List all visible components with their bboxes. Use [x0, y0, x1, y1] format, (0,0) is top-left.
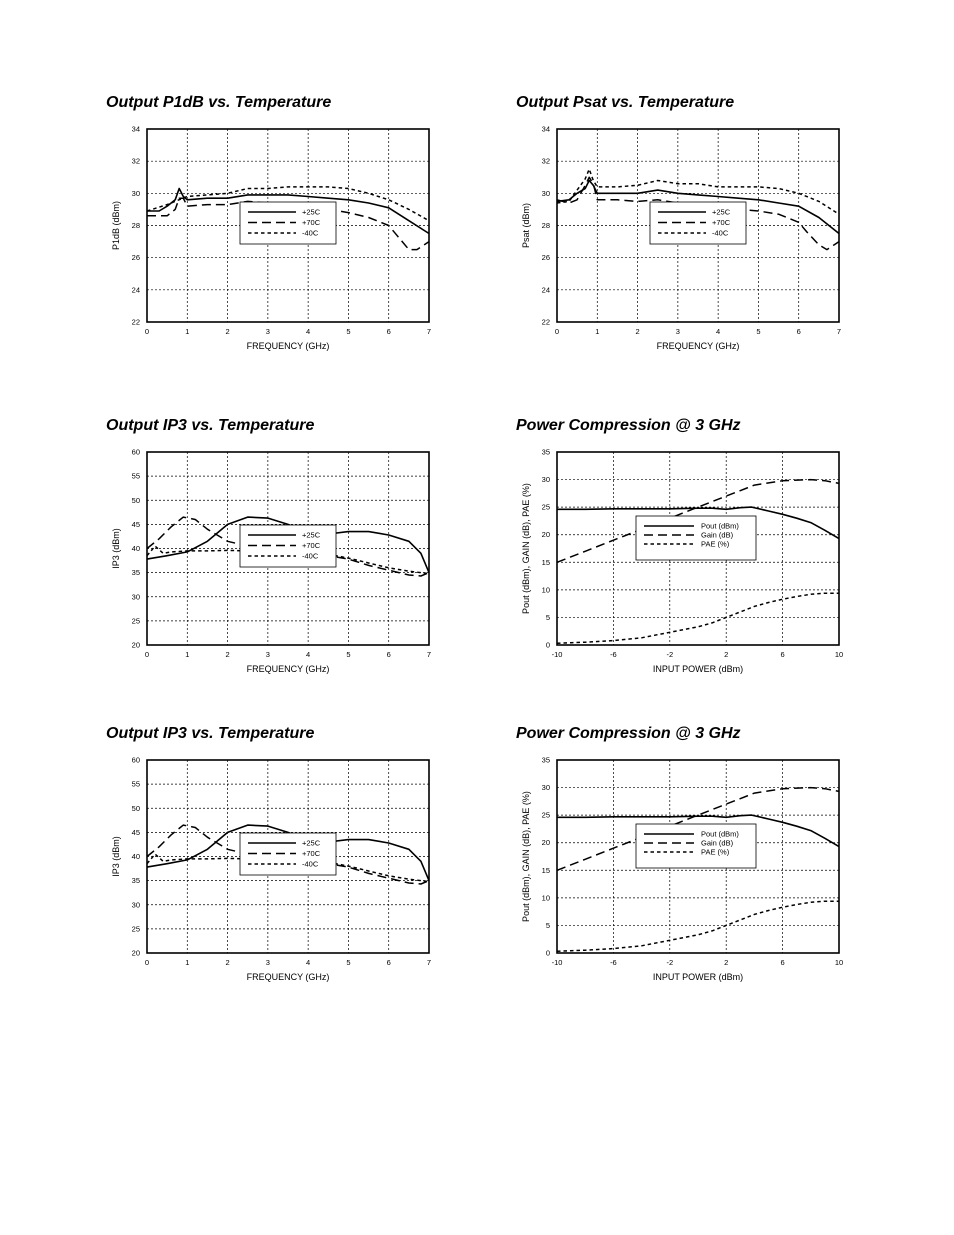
- legend-label: +70C: [302, 218, 321, 227]
- chart-plot: [106, 94, 506, 394]
- y-tick-label: 40: [131, 544, 140, 553]
- x-tick-label: 1: [185, 650, 190, 659]
- x-tick-label: 4: [306, 958, 311, 967]
- x-tick-label: 2: [724, 650, 729, 659]
- x-axis-label: FREQUENCY (GHz): [246, 341, 330, 351]
- legend-label: -40C: [302, 228, 319, 238]
- x-tick-label: 1: [185, 327, 190, 336]
- legend: [636, 516, 756, 560]
- x-tick-label: 2: [724, 958, 729, 967]
- y-tick-label: 30: [541, 783, 550, 793]
- chart-panel: [516, 725, 916, 1025]
- y-tick-label: 32: [131, 156, 140, 166]
- chart-plot: [106, 725, 506, 1025]
- y-tick-label: 5: [545, 920, 550, 930]
- legend-label: +70C: [712, 218, 731, 227]
- y-axis-label: Pout (dBm), GAIN (dB), PAE (%): [521, 791, 531, 922]
- y-tick-label: 30: [131, 592, 140, 602]
- x-tick-label: 6: [780, 650, 785, 659]
- y-tick-label: 28: [131, 221, 140, 230]
- y-tick-label: 25: [131, 616, 140, 626]
- y-tick-label: 35: [131, 568, 140, 578]
- y-tick-label: 5: [545, 612, 550, 622]
- chart-title: Output IP3 vs. Temperature: [106, 725, 315, 742]
- y-tick-label: 45: [131, 519, 140, 529]
- x-tick-label: 2: [225, 958, 230, 967]
- y-tick-label: 20: [131, 948, 140, 958]
- legend-label: +25C: [712, 207, 731, 217]
- x-tick-label: 2: [225, 650, 230, 659]
- x-tick-label: 10: [834, 650, 844, 659]
- x-tick-label: 6: [796, 327, 801, 336]
- x-tick-label: 0: [144, 650, 150, 659]
- x-tick-label: 6: [780, 958, 785, 967]
- y-axis-label: IP3 (dBm): [111, 836, 121, 877]
- y-tick-label: 34: [131, 124, 140, 134]
- y-tick-label: 30: [131, 188, 140, 198]
- x-tick-label: 7: [426, 958, 432, 967]
- x-tick-label: -2: [666, 650, 674, 659]
- series-line: [557, 901, 839, 951]
- y-tick-label: 20: [541, 838, 550, 848]
- y-tick-label: 30: [541, 188, 550, 198]
- y-tick-label: 30: [541, 475, 550, 485]
- chart-panel: [516, 417, 916, 717]
- chart-plot: [516, 725, 916, 1025]
- y-tick-label: 35: [541, 755, 550, 765]
- x-axis-label: FREQUENCY (GHz): [246, 664, 330, 674]
- y-tick-label: 0: [545, 640, 550, 650]
- y-tick-label: 50: [131, 803, 140, 813]
- x-tick-label: 0: [144, 958, 150, 967]
- x-axis-label: INPUT POWER (dBm): [652, 664, 744, 674]
- legend-label: +70C: [302, 849, 321, 858]
- x-tick-label: 2: [225, 327, 230, 336]
- x-tick-label: 4: [306, 650, 311, 659]
- chart-panel: [106, 725, 506, 1025]
- x-tick-label: -10: [551, 650, 563, 659]
- series-line: [557, 593, 839, 643]
- x-tick-label: -2: [666, 958, 674, 967]
- x-tick-label: 10: [834, 958, 844, 967]
- legend-label: -40C: [712, 228, 729, 238]
- x-tick-label: -10: [551, 958, 563, 967]
- legend-label: +25C: [302, 207, 321, 217]
- chart-panel: [106, 417, 506, 717]
- chart-title: Output IP3 vs. Temperature: [106, 417, 315, 434]
- y-tick-label: 30: [131, 900, 140, 910]
- y-tick-label: 40: [131, 852, 140, 861]
- chart-title: Output Psat vs. Temperature: [516, 94, 735, 111]
- legend-label: PAE (%): [701, 847, 730, 857]
- x-tick-label: 3: [265, 327, 270, 336]
- x-tick-label: 4: [306, 327, 311, 336]
- y-tick-label: 10: [541, 893, 550, 903]
- x-tick-label: 5: [346, 958, 351, 967]
- legend-label: +70C: [302, 541, 321, 550]
- y-tick-label: 0: [545, 948, 550, 958]
- x-tick-label: 5: [346, 650, 351, 659]
- chart-title: Power Compression @ 3 GHz: [516, 725, 741, 742]
- y-tick-label: 60: [131, 447, 140, 457]
- x-tick-label: 5: [346, 327, 351, 336]
- legend-label: +25C: [302, 530, 321, 540]
- y-tick-label: 25: [541, 810, 550, 820]
- legend-label: Gain (dB): [701, 530, 734, 540]
- legend: [240, 525, 336, 567]
- legend-label: -40C: [302, 859, 319, 869]
- x-tick-label: 3: [675, 327, 680, 336]
- legend: [240, 833, 336, 875]
- y-axis-label: P1dB (dBm): [111, 200, 121, 251]
- legend-label: +25C: [302, 838, 321, 848]
- chart-title: Power Compression @ 3 GHz: [516, 417, 741, 434]
- y-tick-label: 22: [131, 317, 140, 327]
- x-tick-label: 0: [144, 327, 150, 336]
- y-tick-label: 34: [541, 124, 550, 134]
- x-tick-label: 7: [836, 327, 842, 336]
- legend-label: Gain (dB): [701, 838, 734, 848]
- x-axis-label: FREQUENCY (GHz): [656, 341, 740, 351]
- y-tick-label: 55: [131, 471, 140, 481]
- y-tick-label: 15: [541, 865, 550, 875]
- x-tick-label: 5: [756, 327, 761, 336]
- chart-plot: [516, 94, 916, 394]
- y-tick-label: 60: [131, 755, 140, 765]
- y-tick-label: 28: [541, 221, 550, 230]
- x-tick-label: 7: [426, 650, 432, 659]
- y-tick-label: 26: [131, 253, 140, 263]
- y-tick-label: 15: [541, 557, 550, 567]
- x-axis-label: FREQUENCY (GHz): [246, 972, 330, 982]
- y-tick-label: 50: [131, 495, 140, 505]
- y-tick-label: 45: [131, 827, 140, 837]
- y-axis-label: Psat (dBm): [521, 202, 531, 249]
- y-tick-label: 20: [131, 640, 140, 650]
- x-tick-label: 0: [554, 327, 560, 336]
- y-tick-label: 24: [131, 285, 140, 295]
- y-tick-label: 22: [541, 317, 550, 327]
- x-tick-label: 7: [426, 327, 432, 336]
- chart-plot: [516, 417, 916, 717]
- y-axis-label: IP3 (dBm): [111, 528, 121, 569]
- x-tick-label: 3: [265, 650, 270, 659]
- y-tick-label: 55: [131, 779, 140, 789]
- legend: [650, 202, 746, 244]
- x-tick-label: 6: [386, 958, 391, 967]
- chart-panel: [106, 94, 506, 394]
- legend: [240, 202, 336, 244]
- legend: [636, 824, 756, 868]
- y-tick-label: 26: [541, 253, 550, 263]
- chart-panel: [516, 94, 916, 394]
- x-tick-label: -6: [610, 650, 617, 659]
- legend-label: -40C: [302, 551, 319, 561]
- x-tick-label: 1: [595, 327, 600, 336]
- y-tick-label: 35: [131, 876, 140, 886]
- y-tick-label: 32: [541, 156, 550, 166]
- y-tick-label: 20: [541, 530, 550, 540]
- legend-label: Pout (dBm): [701, 521, 739, 531]
- x-tick-label: 6: [386, 327, 391, 336]
- y-tick-label: 35: [541, 447, 550, 457]
- y-tick-label: 25: [541, 502, 550, 512]
- x-tick-label: 2: [635, 327, 640, 336]
- legend-label: PAE (%): [701, 539, 730, 549]
- x-tick-label: 4: [716, 327, 721, 336]
- y-tick-label: 10: [541, 585, 550, 595]
- y-tick-label: 24: [541, 285, 550, 295]
- chart-plot: [106, 417, 506, 717]
- x-axis-label: INPUT POWER (dBm): [652, 972, 744, 982]
- chart-title: Output P1dB vs. Temperature: [106, 94, 332, 111]
- legend-label: Pout (dBm): [701, 829, 739, 839]
- x-tick-label: 3: [265, 958, 270, 967]
- x-tick-label: 6: [386, 650, 391, 659]
- x-tick-label: -6: [610, 958, 617, 967]
- y-axis-label: Pout (dBm), GAIN (dB), PAE (%): [521, 483, 531, 614]
- x-tick-label: 1: [185, 958, 190, 967]
- y-tick-label: 25: [131, 924, 140, 934]
